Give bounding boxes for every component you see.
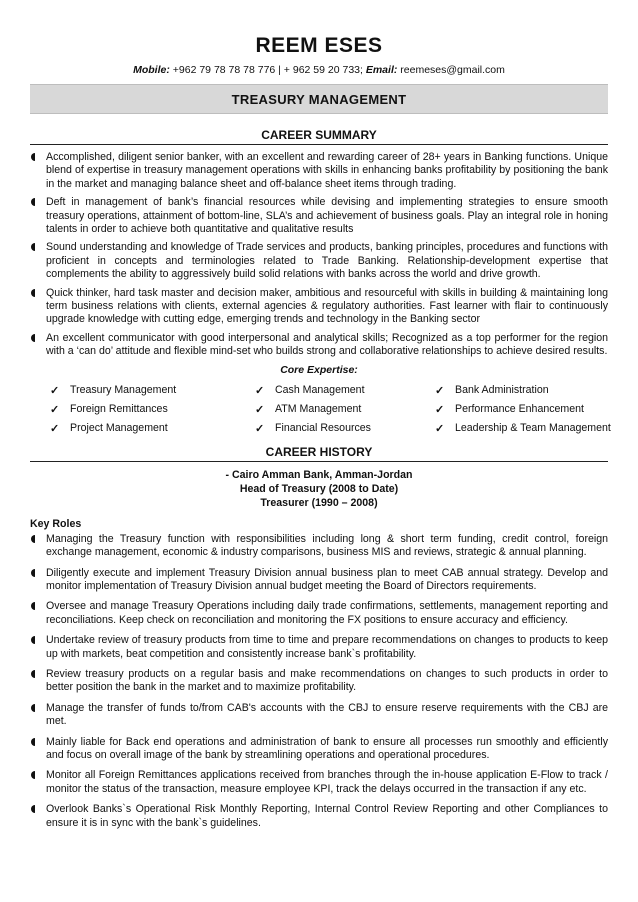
list-item — [30, 736, 608, 763]
core-expertise-label: Foreign Remittances — [70, 403, 168, 416]
core-expertise-item — [50, 384, 255, 397]
core-expertise-label: ATM Management — [275, 403, 362, 416]
core-expertise-item — [255, 403, 435, 416]
list-item — [30, 196, 608, 236]
list-item-text: Diligently execute and implement Treasury Division annual business plan to meet CAB annual strategy. Develop and monitor implementation of Treasury Division annual budget meeting the Board of Directors requirements. — [46, 566, 608, 592]
career-summary-list — [30, 151, 608, 359]
bullet-icon — [31, 198, 35, 206]
list-item-text: Undertake review of treasury products from time to time and prepare recommendations on changes to products to keep up with markets, beat competition and consistently increase bank`s profitability. — [46, 634, 608, 660]
bullet-icon — [31, 153, 35, 161]
check-icon: ✓ — [435, 384, 445, 397]
bullet-icon — [31, 805, 35, 813]
bullet-icon — [31, 670, 35, 678]
check-icon: ✓ — [50, 422, 60, 435]
list-item — [30, 151, 608, 191]
core-expertise-label: Bank Administration — [455, 384, 549, 397]
check-icon: ✓ — [435, 422, 445, 435]
mobile-value: +962 79 78 78 78 776 | + 962 59 20 733; — [169, 64, 366, 76]
core-expertise-item — [435, 384, 620, 397]
job-block — [30, 468, 608, 510]
core-expertise-title: Core Expertise: — [280, 363, 358, 376]
core-expertise-item — [50, 422, 255, 435]
list-item — [30, 668, 608, 695]
mobile-label: Mobile: — [133, 64, 170, 76]
contact-line — [30, 64, 608, 76]
list-item-text: Monitor all Foreign Remittances applications received from branches through the in-house application E-Flow to track / monitor the status of the transaction, measure employee KPI, track the delays occurred in the transaction if any etc. — [46, 769, 608, 795]
core-expertise-label: Treasury Management — [70, 384, 177, 397]
check-icon: ✓ — [435, 403, 445, 416]
list-item-text: Manage the transfer of funds to/from CAB's accounts with the CBJ to ensure reserve requirements with the CBJ are met. — [46, 701, 608, 728]
list-item — [30, 769, 608, 796]
list-item — [30, 241, 608, 281]
core-expertise-item — [50, 403, 255, 416]
bullet-icon — [31, 704, 35, 712]
email-value: reemeses@gmail.com — [397, 64, 505, 76]
list-item-text: Overlook Banks`s Operational Risk Monthly Reporting, Internal Control Review Reporting and other Compliances to ensure it is in sync with the bank`s guidelines. — [46, 803, 608, 829]
list-item — [30, 634, 608, 661]
list-item — [30, 567, 608, 594]
list-item-text: Deft in management of bank’s financial resources while devising and implementing strategies to ensure smooth treasury operations, attainment of bottom-line, SLA’s and achievement of business goals. Play an integral role in honing talents in order to achieve both quantitative and qualitative results — [46, 196, 608, 236]
bullet-icon — [31, 289, 35, 297]
list-item — [30, 600, 608, 627]
list-item-text: Managing the Treasury function with responsibilities including long & short term funding, credit control, foreign exchange management, economic & industry comparisons, business MIS and reviews, strategic & annual planning. — [46, 532, 608, 559]
bullet-icon — [31, 334, 35, 342]
bullet-icon — [31, 602, 35, 610]
list-item — [30, 533, 608, 560]
check-icon: ✓ — [255, 403, 265, 416]
check-icon: ✓ — [255, 384, 265, 397]
candidate-name: REEM ESES — [255, 34, 383, 57]
key-roles-label: Key Roles — [30, 517, 82, 530]
core-expertise-item — [255, 384, 435, 397]
list-item-text: An excellent communicator with good interpersonal and analytical skills; Recognized as a top performer for the region with a ‘can do’ attitude and flexible mind-set who builds strong and collaborative relationships to achieve desired results. — [46, 331, 608, 358]
list-item — [30, 287, 608, 327]
check-icon: ✓ — [50, 403, 60, 416]
core-expertise-label: Performance Enhancement — [455, 403, 584, 416]
bullet-icon — [31, 636, 35, 644]
list-item — [30, 332, 608, 359]
employer: - Cairo Amman Bank, Amman-Jordan — [225, 468, 413, 481]
list-item-text: Sound understanding and knowledge of Trade services and products, banking principles, procedures and functions with proficient in concepts and terminologies related to Trade Banking. Relationship-development expertise that complements the ability to aggressively build solid relations with banks across the world and drive growth. — [46, 241, 608, 281]
list-item-text: Accomplished, diligent senior banker, with an excellent and rewarding career of 28+ years in Banking functions. Unique blend of expertise in treasury management operations with skills in enhancing banks profitability by positioning the bank in the market and managing balance sheet and off-balance sheet items through trading. — [46, 151, 608, 190]
career-summary-heading: CAREER SUMMARY — [30, 128, 608, 145]
list-item — [30, 803, 608, 830]
bullet-icon — [31, 569, 35, 577]
core-expertise-grid — [30, 384, 611, 435]
list-item-text: Quick thinker, hard task master and decision maker, ambitious and resourceful with skills in building & maintaining long term business relations with clients, external agencies & regulatory authorities. Fast learner with flair to continuously upgrade knowledge with cutting edge, emerging trends and technology in the Banking sector — [46, 286, 608, 326]
job-title-current: Head of Treasury (2008 to Date) — [239, 482, 399, 495]
bullet-icon — [31, 771, 35, 779]
check-icon: ✓ — [50, 384, 60, 397]
core-expertise-item — [435, 403, 620, 416]
email-label: Email: — [365, 64, 398, 76]
core-expertise-label: Financial Resources — [275, 422, 371, 435]
list-item-text: Review treasury products on a regular basis and make recommendations on changes to such products in order to better position the bank in the market and to maximize profitability. — [46, 667, 608, 694]
core-expertise-item — [435, 422, 620, 435]
core-expertise-label: Project Management — [70, 422, 168, 435]
core-expertise-label: Leadership & Team Management — [455, 422, 611, 435]
bullet-icon — [31, 243, 35, 251]
list-item-text: Oversee and manage Treasury Operations including daily trade confirmations, settlements, management reporting and reconciliations. Keep check on reconciliation and monitoring the FX positions to ensure accuracy and efficiency. — [46, 600, 608, 626]
key-roles-list — [30, 533, 608, 830]
career-history-heading: CAREER HISTORY — [30, 445, 608, 462]
job-title-previous: Treasurer (1990 – 2008) — [260, 496, 378, 509]
list-item-text: Mainly liable for Back end operations and administration of bank to ensure all processes run smoothly and efficiently and focus on overall image of the bank by streamlining operations and operational procedures. — [46, 735, 608, 761]
core-expertise-label: Cash Management — [275, 384, 365, 397]
bullet-icon — [31, 535, 35, 543]
list-item — [30, 702, 608, 729]
check-icon: ✓ — [255, 422, 265, 435]
banner-title: TREASURY MANAGEMENT — [231, 91, 407, 107]
bullet-icon — [31, 738, 35, 746]
title-banner — [30, 84, 608, 114]
core-expertise-item — [255, 422, 435, 435]
